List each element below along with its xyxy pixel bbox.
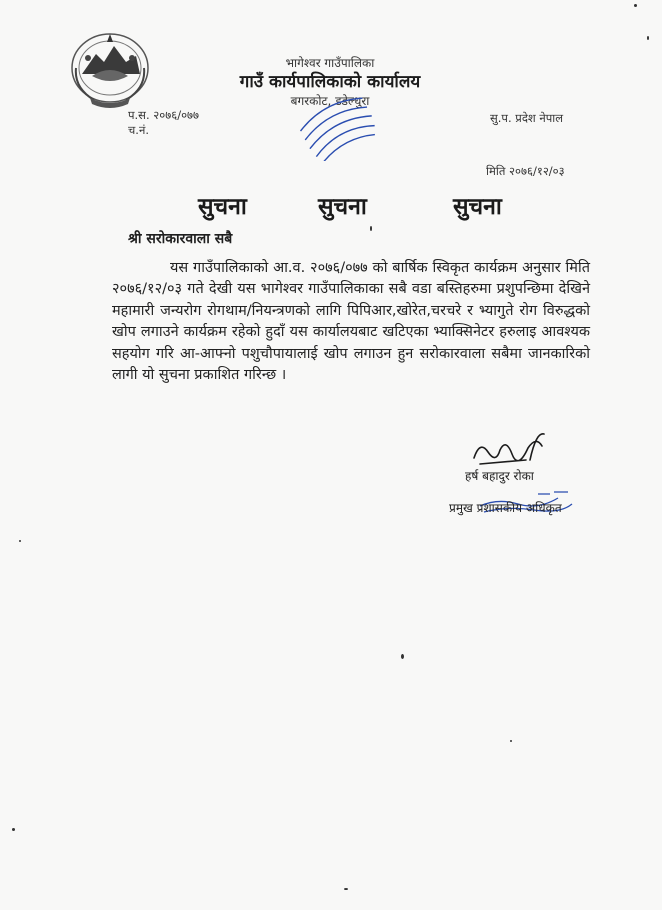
signatory-designation: प्रमुख प्रशासकीय अधिकृत [449,501,562,515]
province-name: सु.प. प्रदेश नेपाल [490,111,564,125]
scan-speck [401,654,404,659]
notice-date: मिति २०७६/१२/०३ [486,164,565,178]
signature-icon [470,430,552,470]
scan-speck [510,740,512,742]
scan-speck [370,226,372,231]
office-title: गाउँ कार्यपालिकाको कार्यालय [239,72,421,92]
reference-number: प.स. २०७६/०७७ [128,108,200,122]
notice-body-text: यस गाउँपालिकाको आ.व. २०७६/०७७ को बार्षिक स्विकृत कार्यक्रम अनुसार मिति २०७६/१२/०३ गते देखी यस भागेश्वर गाउँपालिकाका सबै वडा बस्तिहरुमा प्रशुपन्छिमा देखिने महामारी जन्यरोग रोगथाम/नियन्त्रणको लागि पिपिआर,खोरेत,चरचरे र भ्यागुते रोग विरुद्धको खोप लगाउने कार्यक्रम रहेको हुदाँ यस कार्यालयबाट खटिएका भ्याक्सिनेटर हरुलाइ आवश्यक सहयोग गरि आ-आफ्नो पशुचौपायालाई खोप लगाउन हुन सरोकारवाला सबैमा जानकारिको लागी यो सुचना प्रकाशित गरिन्छ । [112,260,590,384]
salutation: श्री सरोकारवाला सबै [128,231,233,247]
scan-speck [12,828,15,831]
signatory-name: हर्ष बहादुर रोका [465,469,534,483]
municipality-name: भागेश्वर गाउँपालिका [285,56,375,70]
office-stamp-icon [297,93,379,161]
scan-speck [647,36,649,40]
chalani-number: च.नं. [128,123,149,137]
notice-body [112,258,590,386]
scan-speck [19,540,21,542]
scan-speck [634,4,637,7]
notice-heading-2: सुचना [318,194,367,220]
notice-heading-3: सुचना [453,194,502,220]
nepal-emblem-icon [66,28,154,112]
scan-speck [344,888,348,890]
office-address: बगरकोट, डडेल्धुरा [290,94,370,108]
notice-heading-1: सुचना [198,194,247,220]
